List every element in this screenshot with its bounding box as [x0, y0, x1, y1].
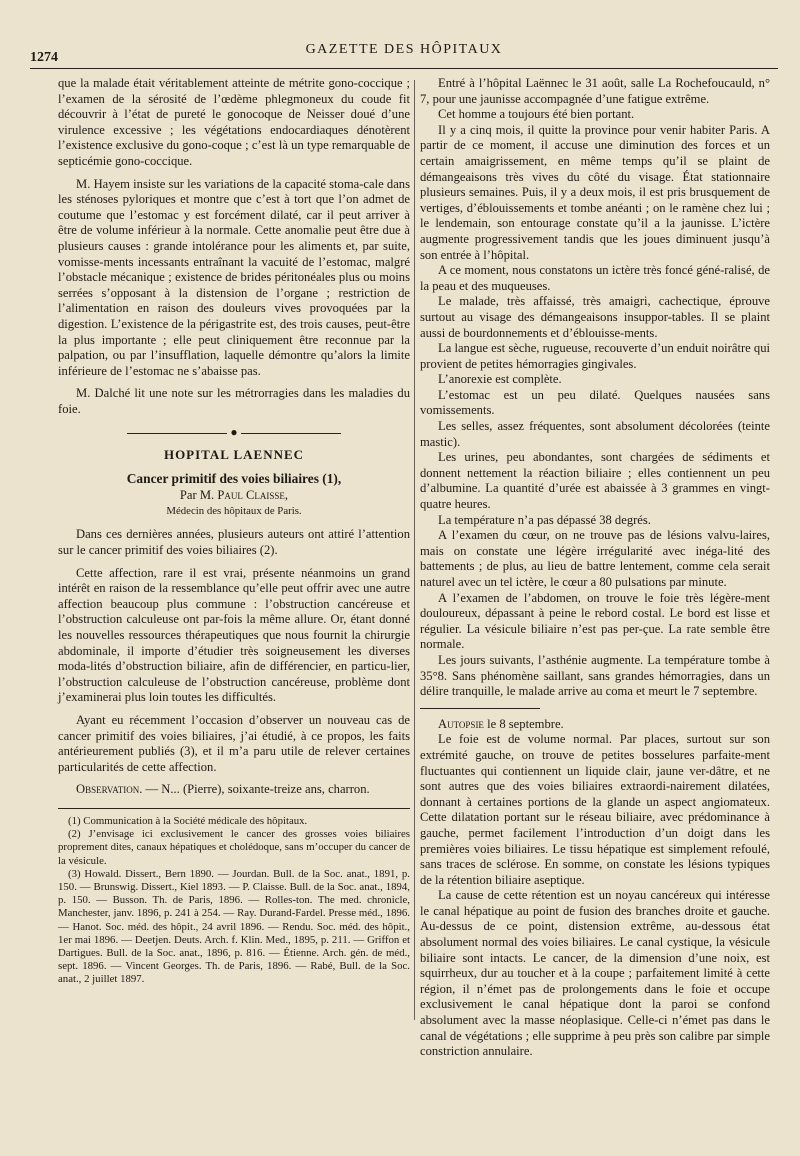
paragraph: A ce moment, nous constatons un ictère très foncé géné-ralisé, de la peau et des muqueuses.	[420, 263, 770, 293]
paragraph: Ayant eu récemment l’occasion d’observer un nouveau cas de cancer primitif des voies biliaires, j’ai étudié, à ce propos, les faits antérieurement publiés (3), et il m’a paru utile de relever certaines particularités de cette affection.	[58, 712, 410, 774]
paragraph: La langue est sèche, rugueuse, recouverte d’un enduit noirâtre qui provient de petites hémorragies gingivales.	[420, 341, 770, 371]
section-heading: HOPITAL LAENNEC	[163, 447, 305, 463]
paragraph: A l’examen du cœur, on ne trouve pas de lésions valvu-laires, mais on constate une légère irrégularité avec inéga-lité des battements ; de plus, au lieu de battre lentement, comme cela serait naturel avec un tel ictère, le cœur a 80 pulsations par minute.	[420, 528, 770, 589]
observation-label: Observation.	[76, 782, 143, 797]
column-divider	[414, 80, 415, 1020]
byline-prefix: Par M.	[179, 488, 215, 503]
footnote: (3) Howald. Dissert., Bern 1890. — Jourdan. Bull. de la Soc. anat., 1891, p. 150. — Brunswig. Dissert., Kiel 1893. — P. Claisse. Bull. de la Soc. anat., 1894, p. 150. — Busson. Th. de Paris, 1896. — Rolles-ton. The med. chronicle, Manchester, janv. 1896, p. 241 à 254. — Ray. Durand-Fardel. Presse méd., 1896. — Hanot. Soc. méd. des hôpit., 24 avril 1896. — Rendu. Soc. méd. des hôpit., 1er mai 1896. — Deetjen. Deuts. Arch. f. Klin. Med., 1895, p. 211. — Griffon et Dartigues. Bull. de la Soc. anat., 1896, p. 816. — Étienne. Arch. gén. de méd., sept. 1896. — Vincent Georges. Th. de Paris, 1896. — Rabé, Bull. de la Soc. anat., 2 juillet 1897.	[58, 867, 410, 986]
paragraph: Les urines, peu abondantes, sont chargées de sédiments et donnent nettement la réaction biliaire ; elles contiennent un peu d’albumine. La quantité d’urée est abaissée à 3 grammes en vingt-quatre heures.	[420, 450, 770, 512]
right-column	[420, 76, 770, 1060]
paragraph: Le foie est de volume normal. Par places, surtout sur son extrémité gauche, on trouve de petites bosselures parfaite-ment fluctuantes qui contiennent un liquide clair, jaune ver-dâtre, et ne sont autres que des voies biliaires extraordi-nairement dilatées, donnant à certaines portions de la glande un aspect angiomateux. Cette dilatation portant sur le réseau biliaire, avec prédominance à gauche, permet facilement l’introduction d’un doigt dans les premières voies biliaires. Le tissu hépatique est simplement refoulé, sans traces de sclérose. En somme, on constate les lésions typiques de la rétention biliaire aseptique.	[420, 732, 770, 887]
autopsy-label: Autopsie	[438, 716, 484, 731]
author-affiliation: Médecin des hôpitaux de Paris.	[166, 504, 302, 517]
paragraph: Les selles, assez fréquentes, sont absolument décolorées (teinte mastic).	[420, 419, 770, 449]
paragraph: Dans ces dernières années, plusieurs auteurs ont attiré l’attention sur le cancer primitif des voies biliaires (2).	[58, 527, 410, 558]
left-column	[58, 76, 410, 987]
paragraph: L’anorexie est complète.	[438, 372, 562, 387]
section-ornament: ●	[58, 425, 410, 441]
footnote: (1) Communication à la Société médicale des hôpitaux.	[68, 814, 308, 827]
autopsy-paragraph	[420, 717, 770, 733]
autopsy-date: le 8 septembre.	[487, 716, 564, 731]
page-header	[30, 38, 778, 69]
paragraph: Cet homme a toujours été bien portant.	[438, 107, 635, 122]
paragraph: Les jours suivants, l’asthénie augmente. La température tombe à 35°8. Sans phénomène saillant, sans grandes hémorragies, dans un délire tranquille, le malade arrive au coma et meurt le 7 septembre.	[420, 652, 770, 699]
paragraph: La température n’a pas dépassé 38 degrés.	[438, 512, 651, 527]
paragraph: M. Hayem insiste sur les variations de la capacité stoma-cale dans les sténoses pyloriques et montre que c’est à tort que l’on admet de coutume que l’estomac y est forcément dilaté, car il peut arriver à être de volume inférieur à la normale. Cette anomalie peut être due à plusieurs causes : grande intolérance pour les aliments et, par suite, vomisse-ments incessants entraînant la vacuité de l’estomac, malgré l’obstacle mécanique ; existence de brides péritonéales plus ou moins serrées s’opposant à la distension de l’organe ; restriction de l’alimentation en raison des douleurs vives provoquées par la digestion. L’existence de la périgastrite est, des trois causes, peut-être la plus importante ; elle peut cliniquement être reconnue par la palpation, ou par l’insufflation, laquelle démontre qu’alors la limite inférieure de l’estomac ne s’abaisse pas.	[58, 176, 410, 378]
paragraph: La cause de cette rétention est un noyau cancéreux qui intéresse le canal hépatique au point de fusion des branches droite et gauche. Au-dessus de ce point, distension extrême, au-dessous état absolument normal des voies biliaires. Le canal cystique, la vésicule biliaire sont intacts. Le cancer, de la dimension d’une noix, est squirrheux, dur au toucher et à la coupe ; parfaitement limité à cette région, il n’émet pas de prolongements dans le foie et occupe exclusivement le canal hépatique dont la paroi se confond absolument avec la masse néoplasique. Celle-ci n’émet pas dans le canal de végétations ; elle supprime à peu près son calibre par simple constriction annulaire.	[420, 888, 770, 1059]
paragraph: A l’examen de l’abdomen, on trouve le foie très légère-ment douloureux, dépassant à peine le rebord costal. Le bord est lisse et régulier. La vésicule biliaire n’est pas per-çue. La rate semble être normale.	[420, 590, 770, 652]
paragraph: Entré à l’hôpital Laënnec le 31 août, salle La Rochefoucauld, n° 7, pour une jaunisse accompagnée d’une fatigue extrême.	[420, 76, 770, 106]
footnotes	[58, 808, 410, 987]
paragraph: Cette affection, rare il est vrai, présente néanmoins un grand intérêt en raison de la ressemblance qu’elle peut offrir avec une autre affection beaucoup plus commune : l’obstruction cancéreuse et l’obstruction calculeuse ont par-fois la même allure. Or, étant donné les nouvelles ressources thérapeutiques que nous fournit la chirurgie abdominale, il importe d’étudier très soigneusement les diverses moda-lités d’obstruction biliaire, afin de différencier, en particu-lier, l’obstruction calculeuse de l’obstruction cancéreuse, problème dont j’examinerai plus loin toutes les difficultés.	[58, 565, 410, 705]
observation-text: — N... (Pierre), soixante-treize ans, charron.	[145, 782, 370, 797]
paragraph: Le malade, très affaissé, très amaigri, cachectique, éprouve surtout au visage des démangeaisons insuppor-tables. Il se plaint aussi de bourdonnements et d’éblouisse-ments.	[420, 294, 770, 340]
page-number: 1274	[30, 50, 58, 65]
paragraph: Il y a cinq mois, il quitte la province pour venir habiter Paris. A partir de ce moment, il accuse une diminution des forces et un certain amaigrissement, en même temps qu’il se plaint de démangeaisons très vives du côté du visage. État stationnaire plusieurs semaines. Puis, il y a deux mois, il est pris brusquement de vertiges, d’éblouissements et tombe anéanti ; on le ramène chez lui ; le lendemain, son entourage constate qu’il a la jaunisse. L’ictère augmente progressivement tandis que les joues diminuent jusqu’à son entrée à l’hôpital.	[420, 122, 770, 262]
short-rule	[420, 708, 540, 709]
paragraph: M. Dalché lit une note sur les métrorragies dans les maladies du foie.	[58, 386, 410, 416]
observation-paragraph	[58, 782, 410, 798]
paragraph: que la malade était véritablement atteinte de métrite gono-coccique ; l’examen de la sérosité de l’œdème phlegmoneux du coude fit découvrir à l’état de pureté le gonocoque de Neisser doué d’une virulence excessive ; les végétations endocardiaques dénotèrent l’existence exclusive du gono-coque ; c’est là un type remarquable de septicémie gono-coccique.	[58, 76, 410, 168]
article-title: Cancer primitif des voies biliaires (1),	[126, 470, 342, 486]
footnote: (2) J’envisage ici exclusivement le cancer des grosses voies biliaires proprement dites, canaux hépatiques et cholédoque, sans m’occuper du cancer de la vésicule.	[58, 828, 410, 867]
paragraph: L’estomac est un peu dilaté. Quelques nausées sans vomissements.	[420, 387, 770, 418]
byline	[58, 488, 410, 504]
author-name: Paul Claisse,	[217, 488, 289, 503]
journal-title: GAZETTE DES HÔPITAUX	[305, 42, 503, 57]
